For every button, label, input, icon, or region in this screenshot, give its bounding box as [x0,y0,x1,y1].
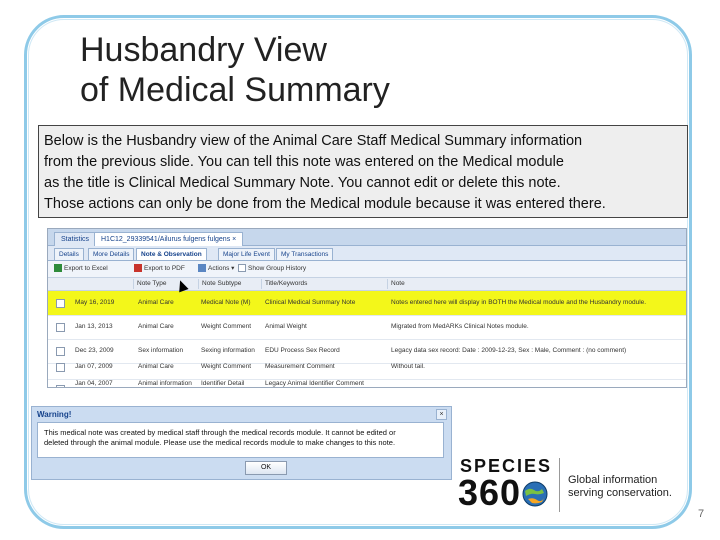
dialog-message [37,422,444,458]
tab-more-details[interactable]: More Details [88,248,134,260]
app-screenshot [47,228,687,388]
tab-details[interactable]: Details [54,248,84,260]
row-title: EDU Process Sex Record [265,347,340,354]
actions-label: Actions [208,265,230,272]
dialog-message-line1: This medical note was created by medical staff through the medical records module. It cannot be edited or [44,428,396,437]
tab-animal-record-label: H1C12_29339541/Ailurus fulgens fulgens [101,236,231,243]
show-history-toggle[interactable] [238,264,306,274]
pdf-icon [134,264,142,272]
grid-toolbar [48,261,686,278]
row-title: Measurement Comment [265,363,335,370]
callout-line: Those actions can only be done from the Medical module because it was entered there. [44,196,606,212]
row-date: Dec 23, 2009 [75,347,114,354]
logo-species-text: SPECIES [460,456,553,476]
slide-title-line2: of Medical Summary [80,71,390,109]
row-title: Legacy Animal Identifier Comment [265,380,364,387]
row-note-subtype: Identifier Detail [201,380,245,387]
callout-line: as the title is Clinical Medical Summary Note. You cannot edit or delete this note. [44,175,561,191]
tab-animal-record[interactable] [94,232,243,246]
row-title: Clinical Medical Summary Note [265,299,356,306]
row-note: Migrated from MedARKs Clinical Notes module. [391,323,529,330]
row-note-type: Animal Care [138,363,174,370]
page-number: 7 [698,508,705,520]
row-note-type: Animal Care [138,323,174,330]
warning-dialog [31,406,452,480]
logo-tagline-line1: Global information [568,474,658,486]
slide-title [80,30,390,110]
row-note-type: Animal Care [138,299,174,306]
close-icon[interactable]: × [436,409,447,420]
export-excel-button[interactable] [54,264,108,274]
row-checkbox[interactable] [56,299,65,308]
logo-number [458,474,521,512]
row-note-subtype: Weight Comment [201,363,252,370]
dialog-message-line2: deleted through the animal module. Please use the medical records module to make changes to this note. [44,438,396,447]
row-date: Jan 07, 2009 [75,363,113,370]
row-date: May 16, 2019 [75,299,115,306]
show-history-label: Show Group History [248,265,307,272]
row-checkbox[interactable] [56,363,65,372]
mouse-cursor-icon [177,280,188,291]
row-date: Jan 13, 2013 [75,323,113,330]
row-note-type: Animal information [138,380,192,387]
globe-icon [522,481,548,507]
row-note-subtype: Medical Note (M) [201,299,251,306]
logo-tagline-line2: serving conservation. [568,487,672,499]
column-header-note-subtype[interactable]: Note Subtype [198,279,241,289]
slide-title-line1: Husbandry View [80,31,327,69]
column-header-note-type[interactable]: Note Type [133,279,167,289]
column-header-note[interactable]: Note [387,279,405,289]
column-header-title[interactable]: Title/Keywords [261,279,307,289]
row-note: Without tail. [391,363,425,370]
tab-statistics[interactable]: Statistics [54,232,96,246]
tab-note-observation[interactable]: Note & Observation [136,248,207,260]
dialog-title: Warning! [37,410,72,419]
tab-my-transactions[interactable]: My Transactions [276,248,333,260]
sub-tab-bar [48,246,686,261]
logo-divider [559,458,560,512]
tab-major-life-event[interactable]: Major Life Event [218,248,275,260]
row-note-subtype: Weight Comment [201,323,252,330]
callout-line: from the previous slide. You can tell this note was entered on the Medical module [44,154,564,170]
row-note: Legacy data sex record: Date : 2009-12-23, Sex : Male, Comment : (no comment) [391,347,627,354]
top-tab-bar [48,229,686,246]
export-pdf-button[interactable] [134,264,185,274]
checkbox-icon[interactable] [238,264,246,272]
close-icon[interactable]: × [232,236,237,243]
excel-icon [54,264,62,272]
actions-menu-button[interactable] [198,264,234,274]
table-row[interactable] [48,377,686,388]
export-excel-label: Export to Excel [64,265,108,272]
actions-icon [198,264,206,272]
table-row[interactable] [48,291,686,316]
chevron-down-icon: ▾ [231,265,235,272]
row-note: Notes entered here will display in BOTH the Medical module and the Husbandry module. [391,299,647,306]
row-title: Animal Weight [265,323,307,330]
row-note-type: Sex information [138,347,184,354]
export-pdf-label: Export to PDF [144,265,185,272]
callout-box [38,125,688,218]
grid-header [48,278,686,291]
logo-tagline [568,474,672,500]
callout-line: Below is the Husbandry view of the Animal Care Staff Medical Summary information [44,133,583,149]
species360-logo [458,456,683,516]
ok-button[interactable]: OK [245,461,287,475]
table-row[interactable] [48,315,686,340]
row-checkbox[interactable] [56,323,65,332]
row-checkbox[interactable] [56,385,65,388]
logo-number-text: 360 [458,472,522,513]
row-note-subtype: Sexing information [201,347,255,354]
row-date: Jan 04, 2007 [75,380,113,387]
